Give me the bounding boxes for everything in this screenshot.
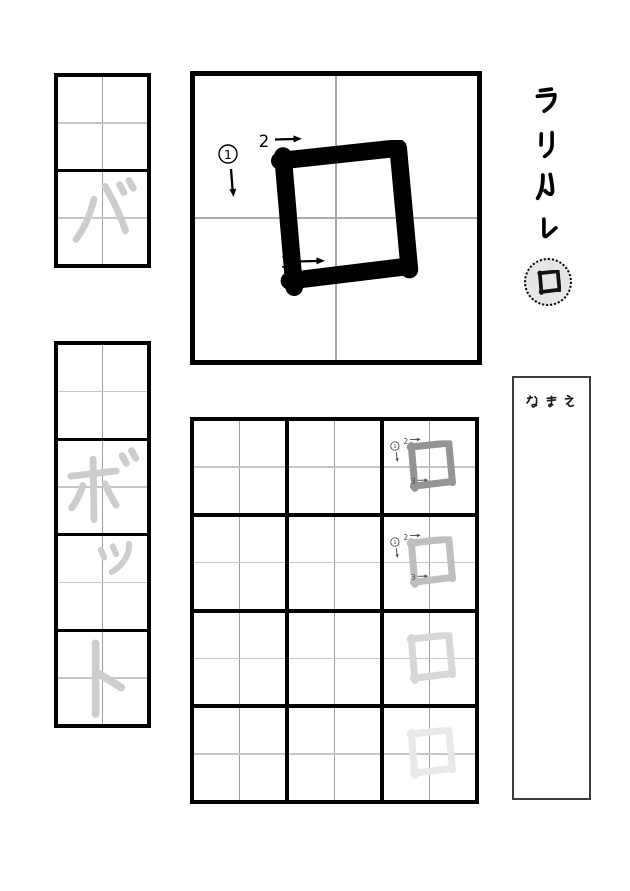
- trace-glyph-ro-3: [384, 613, 475, 705]
- word-cell-empty: [58, 77, 147, 169]
- svg-text:2: 2: [403, 436, 409, 446]
- word-cell-bo: [58, 441, 147, 534]
- practice-cell: [194, 613, 285, 705]
- word-grid-roba: [54, 73, 151, 268]
- name-label-char-ma: [544, 395, 559, 410]
- svg-text:3: 3: [410, 477, 416, 487]
- stroke1-arrow: [231, 169, 233, 189]
- svg-text:2: 2: [403, 532, 409, 542]
- target-char-badge: [524, 258, 572, 306]
- practice-cell-trace: [384, 708, 475, 800]
- word-cell-empty: [58, 345, 147, 438]
- stroke3-number: 3: [280, 253, 292, 272]
- practice-cell: [194, 421, 285, 513]
- stroke2-arrowhead: [293, 135, 302, 142]
- practice-cell-trace: [384, 613, 475, 705]
- practice-cell-trace: [384, 517, 475, 609]
- svg-text:1: 1: [393, 539, 397, 546]
- stroke2-arrow: [275, 139, 294, 140]
- stroke1-arrowhead: [230, 189, 237, 197]
- kana-char-ra: [531, 86, 563, 117]
- trace-char-ba: [58, 172, 147, 264]
- practice-cell: [289, 517, 380, 609]
- model-box-canvas: [195, 76, 477, 360]
- kana-char-ru: [530, 171, 564, 203]
- svg-text:1: 1: [393, 444, 397, 451]
- svg-text:3: 3: [410, 572, 416, 582]
- kana-char-re: [534, 216, 564, 247]
- trace-char-small-tsu: [58, 536, 147, 629]
- word-cell-small-tsu: [58, 536, 147, 629]
- practice-cell-trace: [384, 421, 475, 513]
- model-box: [190, 71, 482, 365]
- practice-cell: [289, 708, 380, 800]
- badge-glyph-ro: [535, 270, 562, 295]
- stroke2-number: 2: [258, 132, 270, 151]
- word-grid-robotto: [54, 341, 151, 728]
- name-label-char-na: [526, 395, 541, 410]
- name-label: [526, 395, 577, 410]
- trace-glyph-ro-4: [384, 708, 475, 800]
- practice-cell: [289, 421, 380, 513]
- name-box: [512, 376, 591, 800]
- practice-cell: [289, 613, 380, 705]
- kana-char-ri: [532, 129, 562, 161]
- trace-annotations: [384, 517, 475, 609]
- stroke3-arrow: [296, 261, 317, 262]
- word-cell-to: [58, 632, 147, 725]
- practice-grid: [190, 417, 479, 804]
- trace-annotations: [384, 421, 475, 513]
- name-label-char-e: [562, 395, 577, 410]
- trace-char-bo: [58, 441, 147, 534]
- word-cell-ba: [58, 172, 147, 264]
- trace-char-to: [58, 632, 147, 725]
- stroke1-number: 1: [224, 146, 232, 162]
- practice-cell: [194, 708, 285, 800]
- stroke3-arrowhead: [316, 257, 325, 264]
- practice-cell: [194, 517, 285, 609]
